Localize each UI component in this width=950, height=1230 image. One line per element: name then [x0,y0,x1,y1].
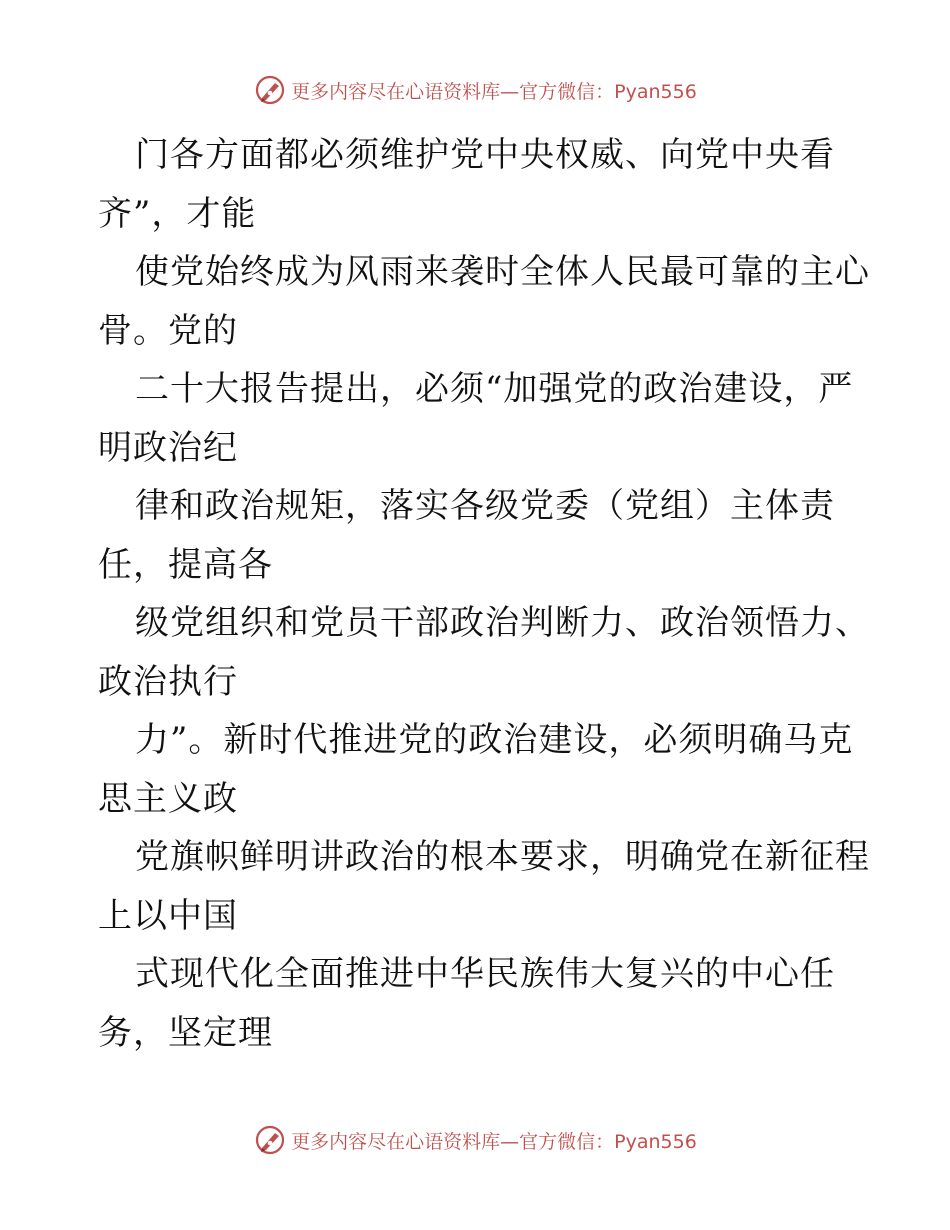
text-line: 务，坚定理 [98,1012,273,1053]
pen-logo-icon [253,1123,287,1157]
text-line: 使党始终成为风雨来袭时全体人民最可靠的主心 [135,252,870,292]
banner-wechat-text: 官方微信：Pyan556 [519,80,697,103]
banner-separator: — [500,1130,520,1153]
text-line: 明政治纪 [98,427,238,468]
banner-site-text: 更多内容尽在心语资料库 [291,1130,501,1153]
text-line: 政治执行 [98,661,238,702]
text-line: 二十大报告提出，必须“加强党的政治建设，严 [135,369,854,409]
text-line: 任，提高各 [98,544,273,585]
text-line: 骨。党的 [98,310,238,351]
text-line: 律和政治规矩，落实各级党委（党组）主体责 [135,486,835,526]
header-watermark-banner [0,70,950,110]
banner-wechat-text: 官方微信：Pyan556 [519,1130,697,1153]
text-line: 力”。新时代推进党的政治建设，必须明确马克 [135,720,854,760]
text-line: 齐”，才能 [98,193,257,234]
text-line: 思主义政 [98,778,238,819]
text-line: 党旗帜鲜明讲政治的根本要求，明确党在新征程 [135,837,870,877]
banner-text [291,1127,697,1154]
pen-logo-icon [253,73,287,107]
text-line: 门各方面都必须维护党中央权威、向党中央看 [135,135,835,175]
banner-text [291,77,697,104]
banner-site-text: 更多内容尽在心语资料库 [291,80,501,103]
footer-watermark-banner [0,1120,950,1160]
banner-separator: — [500,80,520,103]
text-line: 上以中国 [98,895,238,936]
text-line: 式现代化全面推进中华民族伟大复兴的中心任 [135,954,835,994]
text-line: 级党组织和党员干部政治判断力、政治领悟力、 [135,603,870,643]
document-body [98,126,868,1062]
